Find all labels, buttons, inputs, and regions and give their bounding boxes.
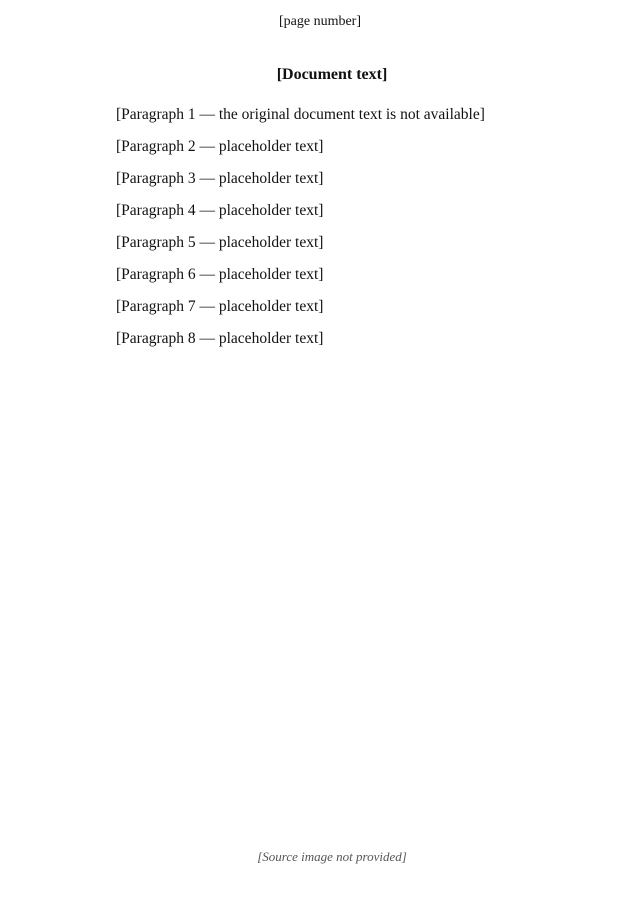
document-heading: [Document text] (276, 66, 388, 83)
document-body (72, 102, 592, 352)
paragraph: [Paragraph 7 — placeholder text] (116, 298, 324, 315)
paragraph: [Paragraph 5 — placeholder text] (116, 234, 324, 251)
page-number: [page number] (278, 14, 362, 29)
placeholder-note: [Source image not provided] (257, 849, 407, 864)
paragraph: [Paragraph 6 — placeholder text] (116, 266, 324, 283)
paragraph: [Paragraph 1 — the original document text is not available] (116, 106, 485, 123)
paragraph: [Paragraph 2 — placeholder text] (116, 138, 324, 155)
paragraph: [Paragraph 3 — placeholder text] (116, 170, 324, 187)
paragraph: [Paragraph 8 — placeholder text] (116, 330, 324, 347)
paragraph: [Paragraph 4 — placeholder text] (116, 202, 324, 219)
